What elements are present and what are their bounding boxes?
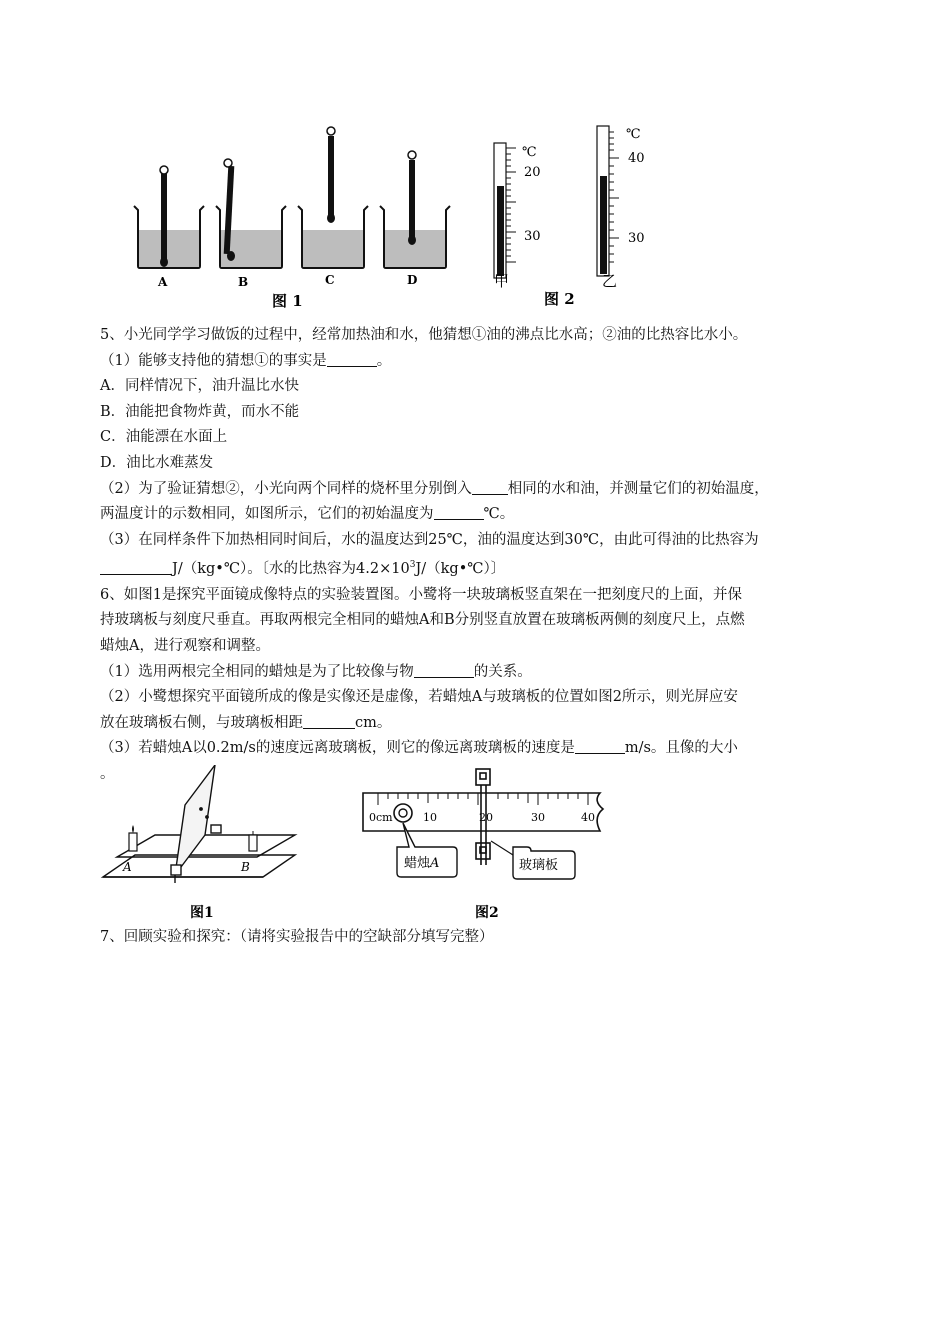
fig1-bottom-caption: 图1 (190, 905, 214, 921)
candle-a (129, 825, 137, 851)
q5-answer-blank-1[interactable] (327, 350, 377, 367)
callout-glass (491, 841, 575, 879)
q6-stem-1: 6、如图1是探究平面镜成像特点的实验装置图。小鹭将一块玻璃板竖直架在一把刻度尺的上面，并保 (100, 586, 742, 603)
beaker-label-c: C (325, 273, 335, 287)
beaker-b (216, 159, 286, 268)
ruler-tick-0: 0cm (369, 811, 393, 824)
q6-part3-line2: 。 (100, 765, 115, 782)
q6-part1: （1）选用两根完全相同的蜡烛是为了比较像与物 的关系。 (100, 660, 870, 686)
fig2-top-caption: 图 2 (544, 290, 575, 308)
ruler-tick-20: 20 (479, 811, 493, 824)
q5-part2-line1: （2）为了验证猜想②，小光向两个同样的烧杯里分别倒入 相同的水和油，并测量它们的初始温度， (100, 477, 870, 503)
ruler-tick-40: 40 (581, 811, 595, 824)
svg-text:蜡烛A (404, 855, 439, 871)
figure-mirror-setup (95, 765, 635, 930)
setup-label-b: B (241, 860, 250, 874)
q5-option-c: C．油能漂在水面上 (100, 429, 228, 446)
q5-answer-blank-3[interactable] (434, 503, 484, 520)
thermometer-jia (494, 143, 541, 290)
q6-part3-line1: （3）若蜡烛A以0.2m/s的速度远离玻璃板，则它的像远离玻璃板的速度是 m/s。且像的大小 (100, 736, 870, 762)
beaker-c (298, 127, 368, 268)
candle-a-top-view (394, 804, 412, 822)
callout-glass-label: 玻璃板 (519, 858, 559, 873)
q6-stem-3: 蜡烛A，进行观察和调整。 (100, 637, 270, 654)
q6-answer-blank-2[interactable] (303, 712, 355, 729)
q5-stem: 5、小光同学学习做饭的过程中，经常加热油和水，他猜想①油的沸点比水高；②油的比热容比水小。 (100, 327, 748, 343)
thermo-jia-tick-bottom: 30 (524, 229, 541, 244)
callout-candle-letter: A (430, 856, 440, 871)
q5-option-d: D．油比水难蒸发 (100, 454, 214, 471)
beaker-a (134, 166, 204, 268)
q5-option-a: A．同样情况下，油升温比水快 (100, 378, 299, 395)
q5-part3-line2: J/（kg•℃）。〔水的比热容为$4.2\times 10^3J/(kg•℃)$〕 (100, 553, 870, 582)
fig2-bottom-caption: 图2 (475, 905, 499, 921)
q5-answer-blank-2[interactable] (472, 478, 508, 495)
beaker-label-d: D (407, 273, 418, 287)
figure-thermometers (480, 118, 680, 318)
thermo-yi-tick-top: 40 (628, 151, 645, 166)
thermometer-yi (597, 126, 645, 290)
setup-label-a: A (123, 860, 132, 874)
fig1-top-caption: 图 1 (272, 292, 303, 310)
glass-plate-setup (103, 765, 295, 883)
q7-text: 7、回顾实验和探究：（请将实验报告中的空缺部分填写完整） (100, 929, 494, 945)
ruler-tick-30: 30 (531, 811, 545, 824)
question-text (100, 323, 870, 788)
q6-stem-2: 持玻璃板与刻度尺垂直。再取两根完全相同的蜡烛A和B分别竖直放置在玻璃板两侧的刻度尺上，点燃 (100, 612, 745, 629)
q5-part2-line2: 两温度计的示数相同，如图所示，它们的初始温度为 ℃。 (100, 502, 870, 528)
callout-candle-label: 蜡烛 (404, 856, 431, 871)
q6-part2-line1: （2）小鹭想探究平面镜所成的像是实像还是虚像，若蜡烛A与玻璃板的位置如图2所示，则光屏应安 (100, 689, 738, 706)
thermo-jia-unit: ℃ (522, 145, 537, 160)
figure-beakers (120, 118, 480, 318)
beaker-label-a: A (158, 275, 168, 289)
q6-answer-blank-1[interactable] (414, 661, 474, 678)
q5-option-b: B．油能把食物炸黄，而水不能 (100, 403, 300, 420)
ruler-tick-10: 10 (423, 811, 437, 824)
q5-part3-line1: （3）在同样条件下加热相同时间后，水的温度达到25℃，油的温度达到30℃，由此可得油的比热容为 (100, 531, 759, 548)
thermo-jia-tick-top: 20 (524, 165, 541, 180)
q5-answer-blank-4[interactable] (100, 558, 172, 575)
q6-answer-blank-3[interactable] (575, 737, 625, 754)
thermo-jia-name: 甲 (494, 272, 510, 290)
thermo-yi-name: 乙 (602, 272, 618, 290)
beaker-d (380, 151, 450, 268)
thermo-yi-tick-bottom: 30 (628, 231, 645, 246)
thermo-yi-unit: ℃ (626, 127, 641, 142)
beaker-label-b: B (238, 275, 249, 289)
q6-part2-line2: 放在玻璃板右侧，与玻璃板相距 cm。 (100, 711, 870, 737)
q5-part1: （1）能够支持他的猜想①的事实是 。 (100, 349, 870, 375)
candle-b (249, 831, 257, 851)
